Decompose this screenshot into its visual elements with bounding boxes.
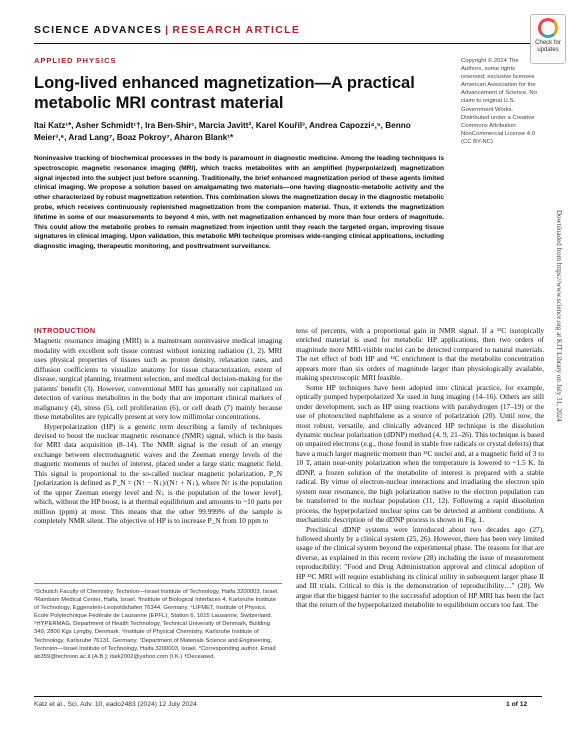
author-list: Itai Katz¹*, Asher Schmidt¹†, Ira Ben-Shir¹, Marcia Javitt², Karel Kouřil³, Andrea Capozzi⁴,⁵, Benno Meier³,⁶, Arad Lang⁷, Boaz Pokroy⁷, Aharon Blank¹*: [34, 121, 411, 142]
affiliations-footnote: ¹Schulich Faculty of Chemistry, Technion—Israel Institute of Technology, Haifa 3200003, Israel. ²Rambam Medical Center, Haifa, Israel. ³Institute of Biological Interfaces 4, Karlsruhe Institute of Technology, Eggenstein-Leopoldshafen 76344, Germany. ⁴LIFMET, Institute of Physics, École Polytechnique Fédérale de Lausanne (EPFL), Station 6, 1015 Lausanne, Switzerland. ⁵HYPERMAG, Department of Health Technology, Technical University of Denmark, Building 349, 2800 Kgs Lyngby, Denmark. ⁶Institute of Physical Chemistry, Karlsruhe Institute of Technology, Karlsruhe 76131, Germany. ⁷Department of Materials Science and Engineering, Technion—Israel Institute of Technology, Haifa 3200003, Israel. *Corresponding author. Email: ab359@technion.ac.il (A.B.); itaik2002@yahoo.com (I.K.) †Deceased.: [34, 583, 282, 661]
journal-header: [34, 24, 300, 36]
body-paragraph: Preclinical dDNP systems were introduced about two decades ago (27), followed shortly by a clinical system (25, 26). However, there has been very limited usage of the clinical system beyond the experimental phase. The reasons for that are diverse, as explained in this recent review (28) including the issue of measurement reproducibility: "Food and Drug Administration approval and clinical adoption of HP ¹³C MRI will require establishing its clinical utility in subsequent larger phase II and III trials. Critical to this is the demonstration of reproducibility…" (28). We argue that the biggest barrier to the successful adoption of HP MRI has been the fact that the return of the hyperpolarized metabolite to equilibrium occurs too fast. The: [296, 524, 544, 610]
introduction-heading: INTRODUCTION: [34, 326, 96, 335]
header-separator: |: [165, 24, 170, 36]
body-paragraph: Hyperpolarization (HP) is a generic term describing a family of techniques devised to boost the nuclear magnetic resonance (NMR) signal, which is the basis for MRI data acquisition (8–14). The NMR signal is the result of an energy exchange between electromagnetic waves and the Zeeman energy levels of the magnetic moments of nuclei of interest, placed under a large static magnetic field. This signal is proportional to the so-called nuclear magnetic polarization, P_N [polarization is defined as P_N = (N↑ − N↓)/(N↑ + N↓), where N↑ is the population of the upper Zeeman energy level and N↓ is the population of the lower level], which, without the HP boost, is at thermal equilibrium and amounts to ~10 parts per million (ppm) at most. This means that the other 99.999% of the sample is completely NMR silent. The objective of HP is to increase P_N from 10 ppm to: [34, 421, 282, 526]
journal-name: SCIENCE ADVANCES: [34, 24, 163, 36]
copyright-notice: Copyright © 2024 The Authors, some rights reserved; exclusive licensee American Association for the Advancement of Science. No claim to original U.S. Government Works. Distributed under a Creative Commons Attribution NonCommercial License 4.0 (CC BY-NC).: [461, 58, 537, 145]
body-paragraph: Magnetic resonance imaging (MRI) is a mainstream noninvasive medical imaging modality with excellent soft tissue contrast without ionizing radiation (1, 2). MRI uses physical properties of tissues such as proton density, relaxation rates, and diffusion coefficients to visualize anatomy for tissue characterization, extent of disease, surgical planning, treatment selection, and medical decision-making for the patients' benefit (3). However, conventional MRI has generally not capitalized on detection of various metabolites in the body that are important clinical markers of malignancy (4), stress (5), cell proliferation (6), or cell death (7) mainly because these metabolites are typically present at very low millimolar concentrations.: [34, 336, 282, 422]
right-column: [296, 326, 544, 610]
body-paragraph: Some HP techniques have been adopted into clinical practice, for example, optically pumped hyperpolarized Xe used in lung imaging (14–16). Others are still under development, such as HP using reactions with parahydrogen (17–19) or the use of photoexcited naphthalene as a source of polarization (20). Until now, the most robust, versatile, and clinically advanced HP technique is the dissolution dynamic nuclear polarization (dDNP) method (4, 9, 21–26). This technique is based on unpaired electrons (e.g., those found in stable free radicals or crystal defects) that have a much larger magnetic moment than ¹³C nuclei and, at a magnetic field of 3 to 10 T, attain near-unity polarization when the temperature is lowered to ~1.5 K. In dDNP, a frozen solution of the metabolite of interest is prepared with a stable radical. By virtue of electron-nuclear interactions and irradiating the electron spin system near resonance, the high polarization native to the electron population can be transferred to the nuclear population (11, 12). Following a rapid dissolution process, the hyperpolarized nuclear spins can be detected at ambient conditions. A mechanistic description of the dDNP process is shown in Fig. 1.: [296, 382, 544, 525]
article-type: RESEARCH ARTICLE: [172, 24, 301, 36]
crossmark-icon: [538, 18, 558, 38]
download-watermark-text: Downloaded from https://www.science.org at KIT Library on July 31, 2024: [555, 210, 563, 422]
header-rule: [34, 43, 542, 44]
article-title: Long-lived enhanced magnetization—A practical metabolic MRI contrast material: [34, 74, 415, 112]
badge-line2: updates: [537, 47, 559, 53]
left-column: [34, 326, 282, 526]
body-paragraph: tens of percents, with a proportional gain in NMR signal. If a ¹³C isotopically enriched material is used for metabolic HP applications, then two orders of magnitude more MRI-visible nuclei can be detected compared to natural materials. The net effect of both HP and ¹³C enrichment is that the metabolite concentration appears more than six orders of magnitude larger than physiologically available, making spectroscopic MRI feasible.: [296, 326, 544, 383]
page-number: 1 of 12: [506, 701, 528, 708]
abstract: Noninvasive tracking of biochemical processes in the body is paramount in diagnostic medicine. Among the leading techniques is spectroscopic magnetic resonance imaging (MRI), which tracks metabolites with an amplified (hyperpolarized) magnetization signal injected into the subject just before scanning. Traditionally, the brief enhanced magnetization period of these agents limited clinical imaging. We propose a solution based on amalgamating two materials—one having diagnostic-metabolic activity and the other characterized by robust magnetization retention. This combination slows the magnetization decay in the diagnostic metabolic probe, which receives continuously replenished magnetization from the companion material. Thus, it extends the magnetization lifetime in some of our measurements to beyond 4 min, with net magnetization enhanced by more than four orders of magnitude. This could allow the metabolic probes to remain magnetized from injection until they reach the targeted organ, improving tissue signatures in clinical imaging. Upon validation, this metabolic MRI technique promises wide-ranging clinical applications, including diagnostic imaging, therapeutic monitoring, and posttreatment surveillance.: [34, 155, 444, 251]
footer-citation: Katz et al., Sci. Adv. 10, eado2483 (2024) 12 July 2024: [34, 701, 197, 708]
section-label: APPLIED PHYSICS: [34, 56, 117, 65]
download-watermark: [553, 210, 563, 550]
footer-rule: [34, 696, 542, 697]
badge-line1: Check for: [535, 40, 561, 46]
